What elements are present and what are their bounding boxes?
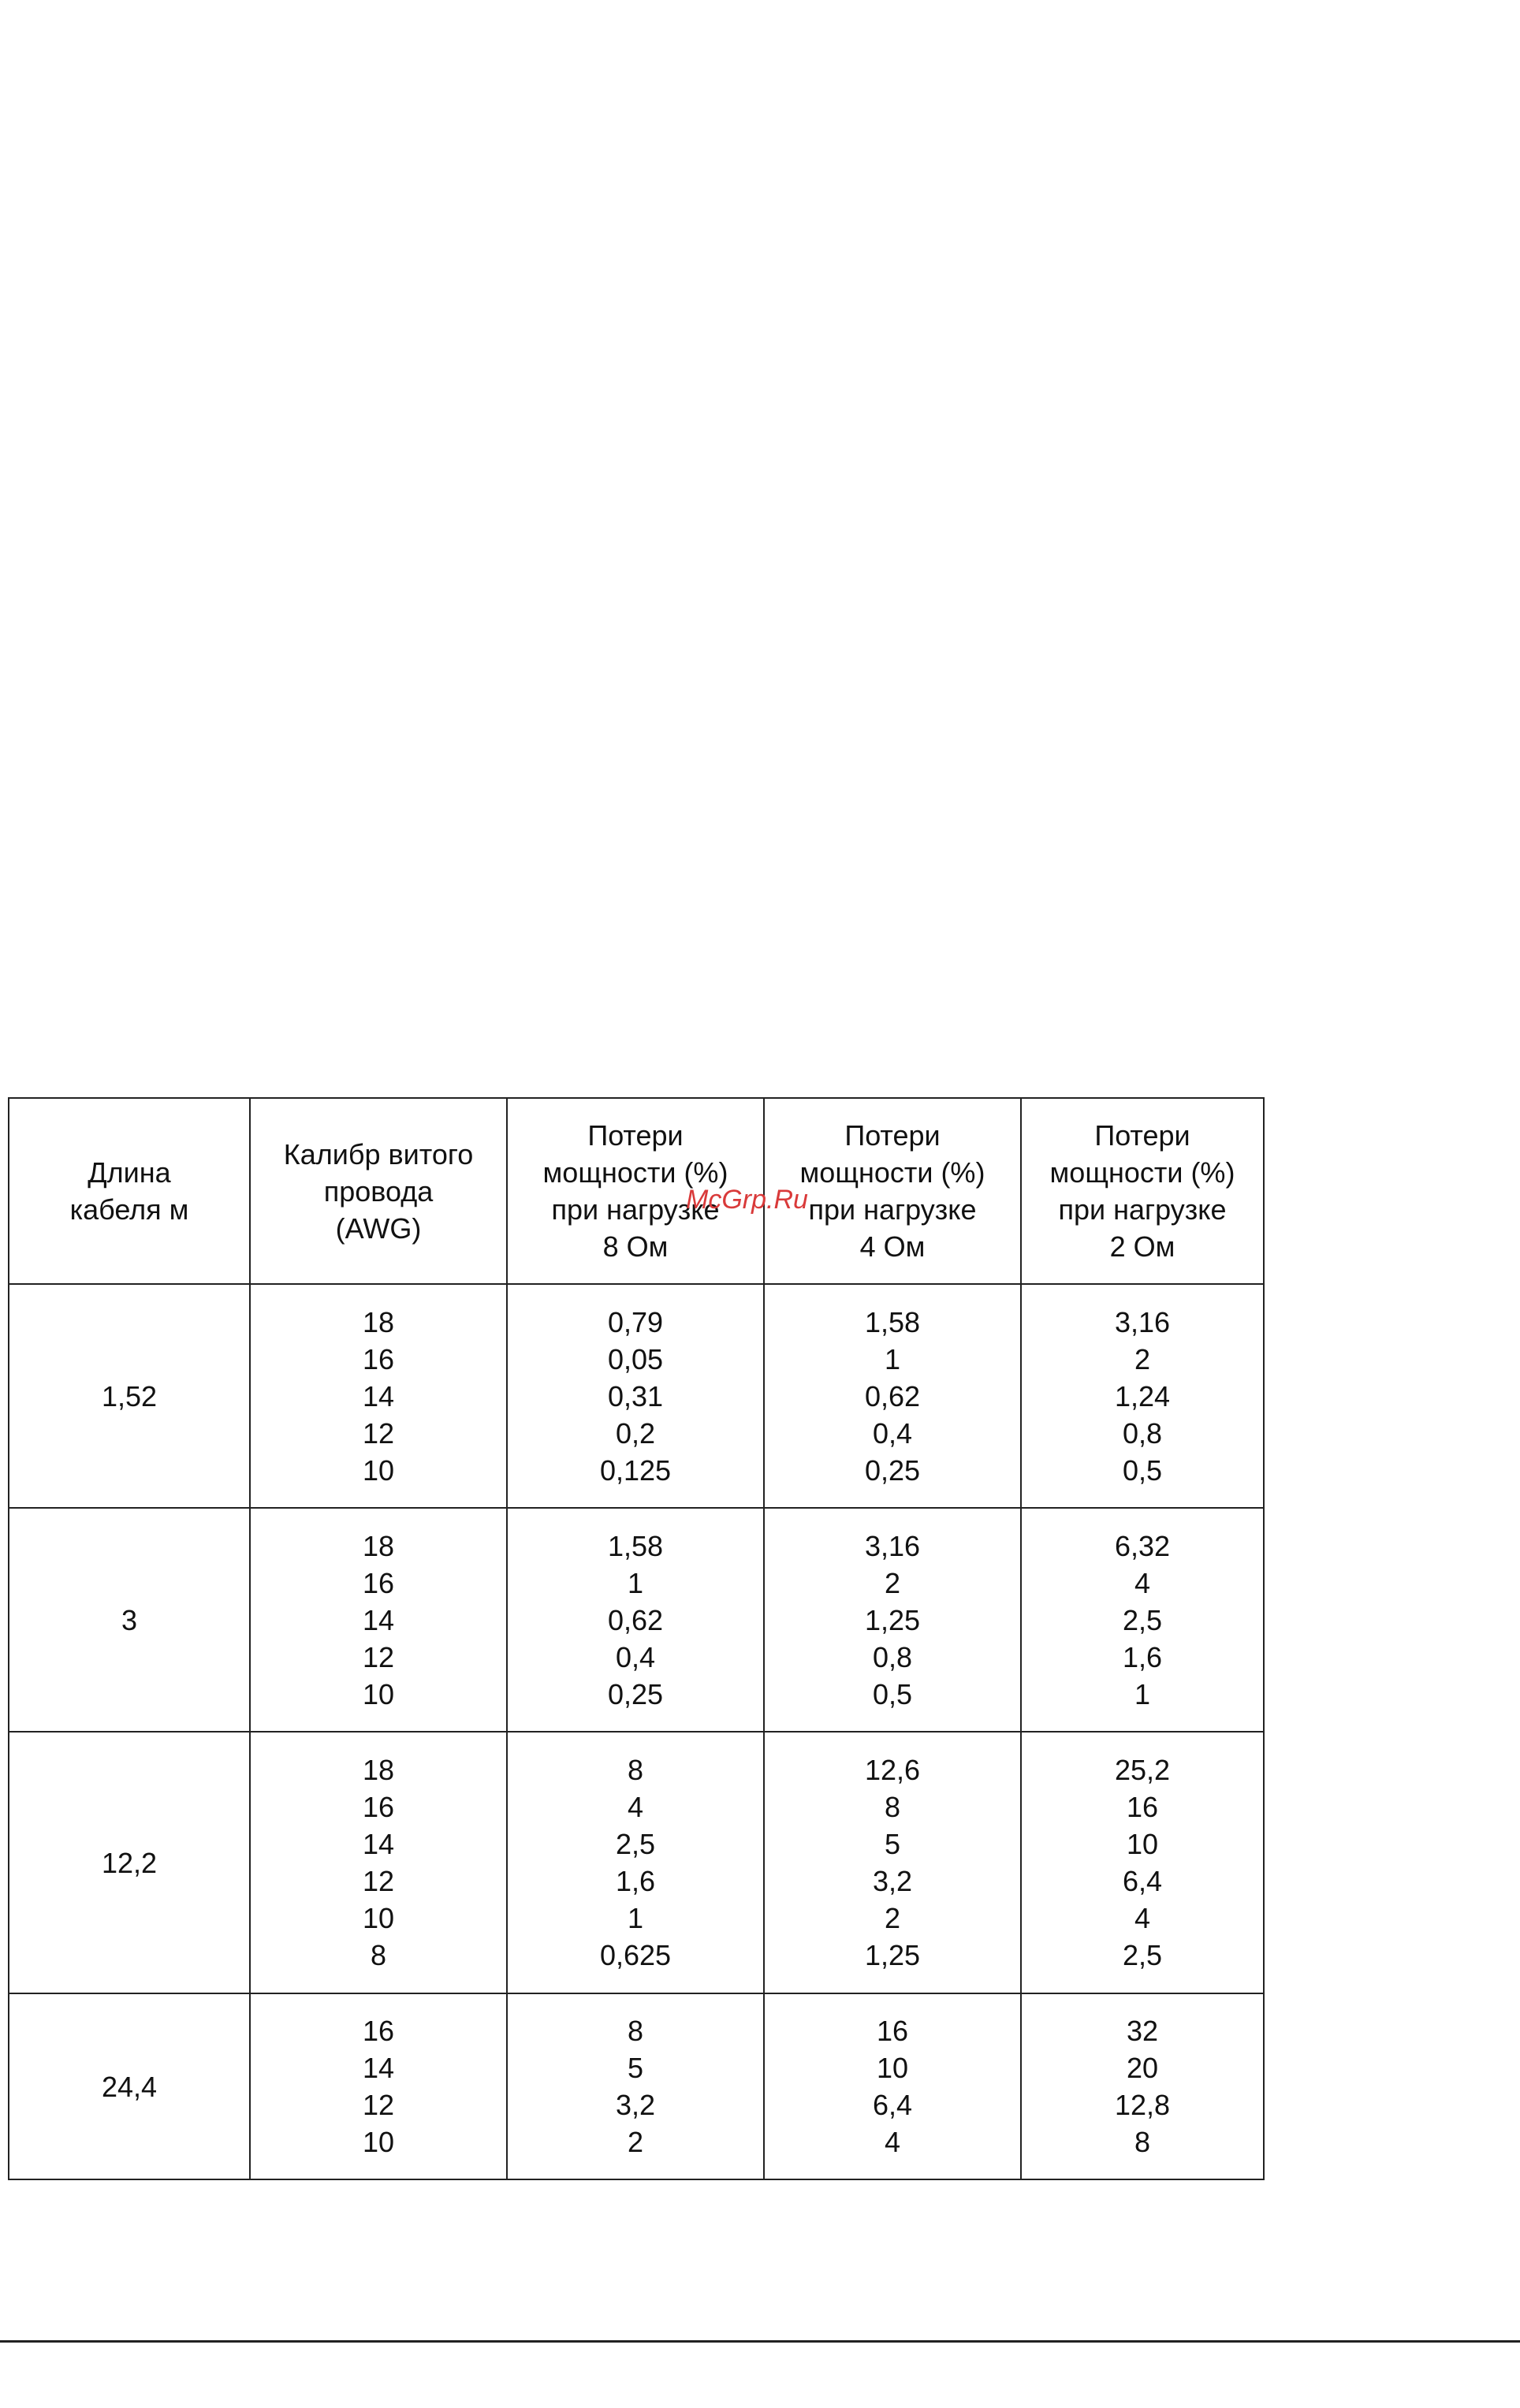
- cell-line: 12,6: [864, 1754, 921, 1786]
- cell-line: 10: [1126, 1828, 1159, 1860]
- cell-line: мощности (%): [542, 1156, 728, 1189]
- cell-line: 8: [884, 1791, 901, 1823]
- cell-line: 14: [362, 2052, 395, 2084]
- cell-line: 16: [362, 1566, 395, 1599]
- loss-2ohm-cell: [1021, 1508, 1264, 1732]
- awg-cell: [250, 1732, 507, 1993]
- loss-4ohm-cell: [764, 1732, 1021, 1993]
- cell-line: 10: [876, 2052, 909, 2084]
- cell-line: 18: [362, 1529, 395, 1562]
- cable-loss-table: [8, 1097, 1265, 2180]
- cell-line: 1: [627, 1902, 644, 1934]
- loss-2ohm-cell: [1021, 1284, 1264, 1508]
- cable-length-cell: [9, 1732, 250, 1993]
- loss-8ohm-cell: [507, 1508, 764, 1732]
- cell-line: 16: [362, 1342, 395, 1375]
- cell-line: 12: [362, 1416, 395, 1450]
- cell-line: 32: [1126, 2015, 1159, 2047]
- cell-line: 0,4: [872, 1416, 913, 1450]
- cell-line: 4: [627, 1791, 644, 1823]
- cell-line: Потери: [844, 1119, 941, 1152]
- cable-length-cell: [9, 1508, 250, 1732]
- cell-line: 2,5: [1122, 1603, 1163, 1636]
- cell-line: 3,2: [615, 2089, 656, 2121]
- cell-line: 18: [362, 1754, 395, 1786]
- cell-line: 10: [362, 1677, 395, 1710]
- cell-line: 1,24: [1114, 1379, 1171, 1412]
- cable-length-value: 24,4: [101, 2070, 158, 2103]
- cell-line: Калибр витого: [283, 1137, 474, 1171]
- cell-line: при нагрузке: [551, 1193, 720, 1226]
- cell-line: 2,5: [1122, 1939, 1163, 1971]
- table-row: [9, 1508, 1264, 1732]
- cell-line: 14: [362, 1828, 395, 1860]
- cell-line: 16: [1126, 1791, 1159, 1823]
- cell-line: 12: [362, 1865, 395, 1897]
- cell-line: 0,8: [1122, 1416, 1163, 1450]
- cell-line: 14: [362, 1379, 395, 1412]
- cell-line: 0,25: [607, 1677, 664, 1710]
- cell-line: при нагрузке: [808, 1193, 977, 1226]
- cell-line: 2: [627, 2126, 644, 2158]
- cable-length-cell: [9, 1284, 250, 1508]
- cell-line: 4 Ом: [859, 1230, 926, 1263]
- cell-line: 1: [1134, 1677, 1151, 1710]
- cell-line: 1,58: [864, 1305, 921, 1338]
- cell-line: 0,625: [599, 1939, 672, 1971]
- table-row: [9, 1284, 1264, 1508]
- table-row: [9, 1732, 1264, 1993]
- cell-line: Длина: [88, 1156, 171, 1189]
- cell-line: 3,2: [872, 1865, 913, 1897]
- cell-line: 6,32: [1114, 1529, 1171, 1562]
- loss-8ohm-cell: [507, 1993, 764, 2179]
- cell-line: 1: [884, 1342, 901, 1375]
- cell-line: 0,62: [607, 1603, 664, 1636]
- cell-line: 1,58: [607, 1529, 664, 1562]
- cell-line: Потери: [1094, 1119, 1190, 1152]
- cell-line: 2,5: [615, 1828, 656, 1860]
- cell-line: 8: [627, 1754, 644, 1786]
- loss-4ohm-cell: [764, 1993, 1021, 2179]
- cell-line: 8: [627, 2015, 644, 2047]
- cell-line: 16: [362, 2015, 395, 2047]
- cell-line: 2: [884, 1902, 901, 1934]
- cell-line: 1,6: [1122, 1640, 1163, 1673]
- cell-line: 2: [884, 1566, 901, 1599]
- cell-line: 10: [362, 1902, 395, 1934]
- loss-8ohm-cell: [507, 1284, 764, 1508]
- loss-2ohm-cell: [1021, 1732, 1264, 1993]
- cell-line: 0,2: [615, 1416, 656, 1450]
- watermark-text: McGrp.Ru: [686, 1185, 808, 1215]
- cell-line: 4: [884, 2126, 901, 2158]
- cell-line: 0,4: [615, 1640, 656, 1673]
- table-row: [9, 1993, 1264, 2179]
- cell-line: 0,25: [864, 1453, 921, 1487]
- cell-line: 25,2: [1114, 1754, 1171, 1786]
- awg-cell: [250, 1508, 507, 1732]
- cell-line: 8 Ом: [602, 1230, 669, 1263]
- cell-line: 10: [362, 1453, 395, 1487]
- cell-line: 5: [884, 1828, 901, 1860]
- loss-4ohm-cell: [764, 1284, 1021, 1508]
- header-row: [9, 1098, 1264, 1284]
- cell-line: Потери: [587, 1119, 684, 1152]
- header-loss-4ohm: [764, 1098, 1021, 1284]
- loss-2ohm-cell: [1021, 1993, 1264, 2179]
- cell-line: 4: [1134, 1566, 1151, 1599]
- cell-line: 20: [1126, 2052, 1159, 2084]
- awg-cell: [250, 1284, 507, 1508]
- cell-line: 2: [1134, 1342, 1151, 1375]
- cell-line: 6,4: [872, 2089, 913, 2121]
- cell-line: 0,62: [864, 1379, 921, 1412]
- cell-line: 0,125: [599, 1453, 672, 1487]
- cell-line: 6,4: [1122, 1865, 1163, 1897]
- cell-line: 10: [362, 2126, 395, 2158]
- cell-line: 1,25: [864, 1939, 921, 1971]
- cell-line: 0,5: [872, 1677, 913, 1710]
- cell-line: мощности (%): [799, 1156, 985, 1189]
- cable-length-value: 3: [121, 1603, 138, 1636]
- cell-line: 18: [362, 1305, 395, 1338]
- header-loss-2ohm: [1021, 1098, 1264, 1284]
- cell-line: провода: [323, 1174, 434, 1208]
- cell-line: кабеля м: [69, 1193, 189, 1226]
- cell-line: 5: [627, 2052, 644, 2084]
- loss-4ohm-cell: [764, 1508, 1021, 1732]
- cable-length-value: 1,52: [101, 1379, 158, 1412]
- cell-line: 0,05: [607, 1342, 664, 1375]
- cell-line: 2 Ом: [1109, 1230, 1175, 1263]
- cell-line: 16: [362, 1791, 395, 1823]
- cell-line: 0,5: [1122, 1453, 1163, 1487]
- cell-line: 0,79: [607, 1305, 664, 1338]
- loss-8ohm-cell: [507, 1732, 764, 1993]
- cable-length-cell: [9, 1993, 250, 2179]
- cell-line: мощности (%): [1049, 1156, 1235, 1189]
- cell-line: 1,25: [864, 1603, 921, 1636]
- cell-line: 12: [362, 2089, 395, 2121]
- cell-line: 8: [370, 1939, 387, 1971]
- cell-line: 4: [1134, 1902, 1151, 1934]
- cell-line: 14: [362, 1603, 395, 1636]
- cell-line: 16: [876, 2015, 909, 2047]
- header-wire-gauge: [250, 1098, 507, 1284]
- cell-line: 12,8: [1114, 2089, 1171, 2121]
- awg-cell: [250, 1993, 507, 2179]
- cell-line: при нагрузке: [1058, 1193, 1227, 1226]
- header-loss-8ohm: [507, 1098, 764, 1284]
- cell-line: 0,31: [607, 1379, 664, 1412]
- cell-line: (AWG): [335, 1211, 422, 1245]
- cell-line: 0,8: [872, 1640, 913, 1673]
- cell-line: 8: [1134, 2126, 1151, 2158]
- cell-line: 12: [362, 1640, 395, 1673]
- cell-line: 3,16: [864, 1529, 921, 1562]
- header-cable-length: [9, 1098, 250, 1284]
- cable-length-value: 12,2: [101, 1846, 158, 1879]
- footer-divider: [0, 2340, 1520, 2343]
- cell-line: 3,16: [1114, 1305, 1171, 1338]
- cell-line: 1,6: [615, 1865, 656, 1897]
- cell-line: 1: [627, 1566, 644, 1599]
